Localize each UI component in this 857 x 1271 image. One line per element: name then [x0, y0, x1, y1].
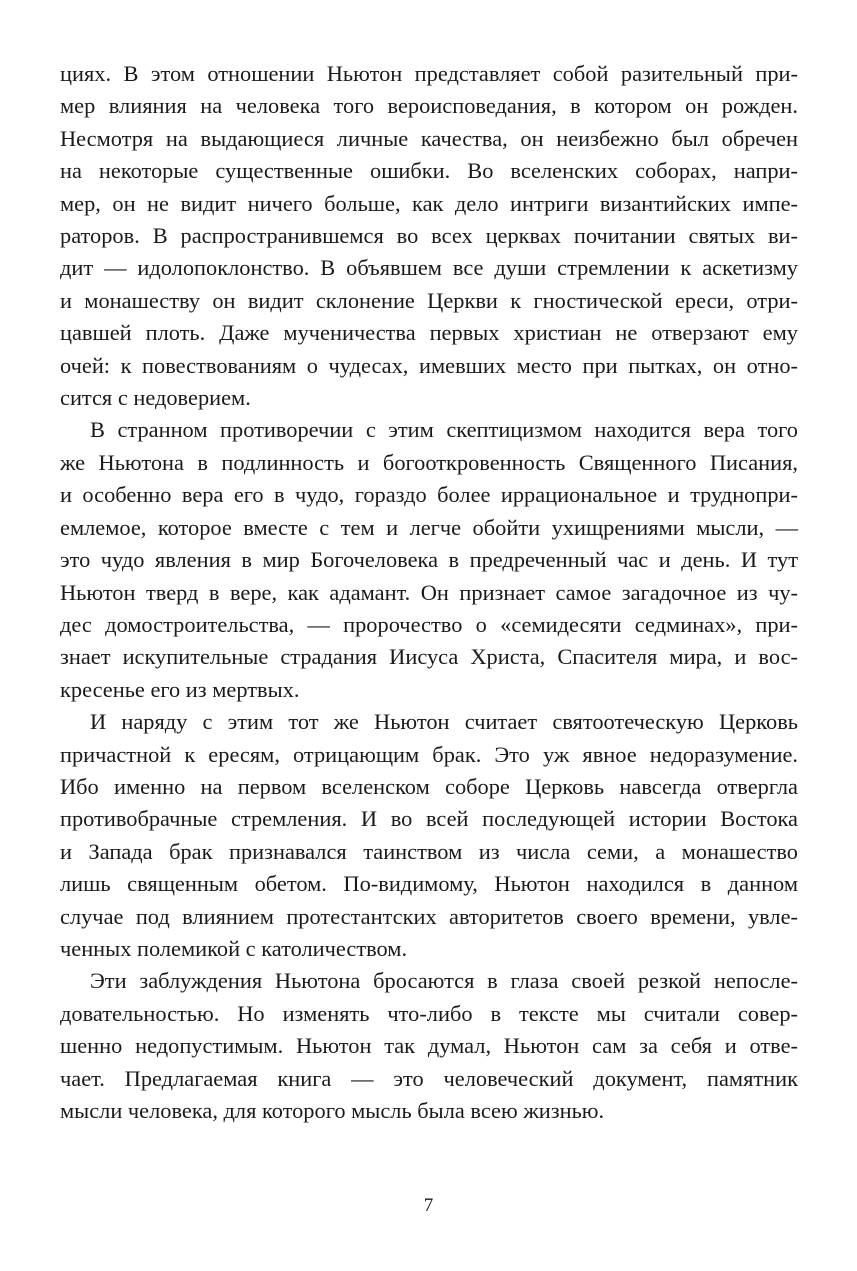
text-line: на некоторые существенные ошибки. Во вселенских соборах, напри-	[60, 158, 798, 184]
paragraph	[60, 965, 798, 1127]
paragraph	[60, 706, 798, 965]
text-line: случае под влиянием протестантских авторитетов своего времени, увле-	[60, 903, 798, 929]
paragraph	[60, 414, 798, 706]
text-line: противобрачные стремления. И во всей последующей истории Востока	[60, 806, 798, 832]
text-line: мысли человека, для которого мысль была всею жизнью.	[60, 1098, 605, 1123]
text-line: сится с недоверием.	[60, 385, 251, 411]
text-line: Эти заблуждения Ньютона бросаются в глаза своей резкой непосле-	[90, 968, 798, 994]
text-line: Ньютон тверд в вере, как адамант. Он признает самое загадочное из чу-	[60, 579, 798, 605]
text-line: емлемое, которое вместе с тем и легче обойти ухищрениями мысли, —	[60, 514, 798, 540]
text-line: цавшей плоть. Даже мученичества первых христиан не отверзают ему	[60, 320, 798, 346]
text-line: и особенно вера его в чудо, гораздо более иррациональное и труднопри-	[60, 482, 798, 508]
text-line: Несмотря на выдающиеся личные качества, он неизбежно был обречен	[60, 125, 798, 151]
text-line: знает искупительные страдания Иисуса Христа, Спасителя мира, и вос-	[60, 644, 798, 670]
text-line: довательностью. Но изменять что-либо в тексте мы считали совер-	[60, 1000, 798, 1026]
text-line: мер влияния на человека того вероисповедания, в котором он рожден.	[60, 93, 798, 119]
body-text	[60, 58, 798, 1127]
text-line: мер, он не видит ничего больше, как дело интриги византийских импе-	[60, 190, 798, 216]
text-line: чает. Предлагаемая книга — это человеческий документ, памятник	[60, 1065, 798, 1091]
text-line: и монашеству он видит склонение Церкви к гностической ереси, отри-	[60, 287, 798, 313]
text-line: лишь священным обетом. По-видимому, Ньютон находился в данном	[60, 871, 798, 897]
text-line: циях. В этом отношении Ньютон представляет собой разительный при-	[60, 61, 798, 86]
text-line: причастной к ересям, отрицающим брак. Это уж явное недоразумение.	[60, 741, 798, 767]
text-line: это чудо явления в мир Богочеловека в предреченный час и день. И тут	[60, 547, 798, 573]
text-line: очей: к повествованиям о чудесах, имевших место при пытках, он отно-	[60, 352, 798, 378]
text-line: В странном противоречии с этим скептицизмом находится вера того	[90, 417, 798, 443]
text-line: раторов. В распространившемся во всех церквах почитании святых ви-	[60, 223, 798, 249]
paragraph	[60, 58, 798, 414]
text-line: шенно недопустимым. Ньютон так думал, Ньютон сам за себя и отве-	[60, 1033, 798, 1059]
text-line: и Запада брак признавался таинством из числа семи, а монашество	[60, 838, 798, 864]
text-line: же Ньютона в подлинность и богооткровенность Священного Писания,	[60, 449, 798, 475]
text-line: Ибо именно на первом вселенском соборе Церковь навсегда отвергла	[60, 773, 798, 799]
text-line: дес домостроительства, — пророчество о «семидесяти седминах», при-	[60, 611, 798, 637]
text-line: ченных полемикой с католичеством.	[60, 935, 408, 961]
text-line: дит — идолопоклонство. В объявшем все души стремлении к аскетизму	[60, 255, 798, 281]
text-line: И наряду с этим тот же Ньютон считает святоотеческую Церковь	[90, 709, 798, 735]
text-line: кресенье его из мертвых.	[60, 676, 300, 702]
page-number: 7	[423, 1195, 434, 1216]
